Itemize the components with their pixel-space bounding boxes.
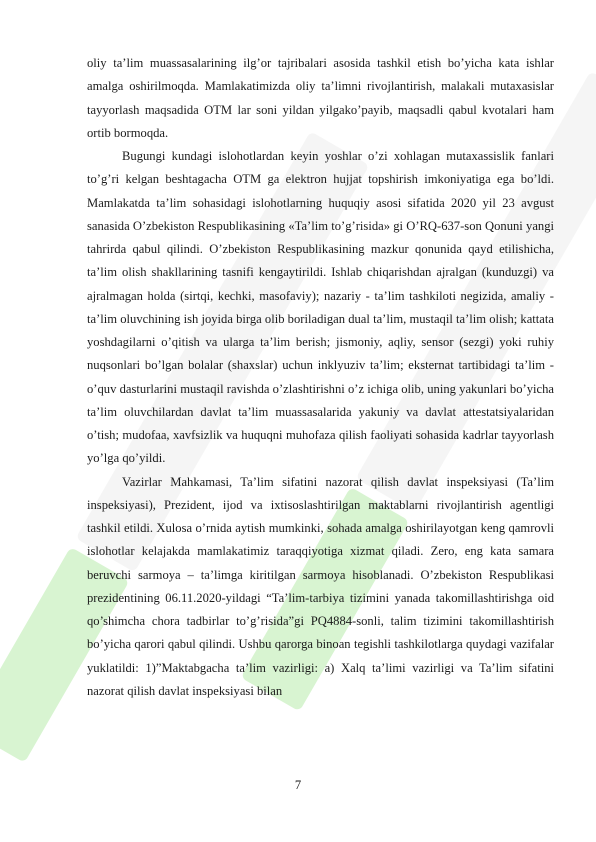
page-number: 7: [294, 778, 302, 792]
paragraph: oliy ta’lim muassasalarining ilg’or tajribalari asosida tashkil etish bo’yicha kata ishlar amalga oshirilmoqda. Mamlakatimizda oliy ta’limni rivojlantirish, malakali mutaxasislar tayyorlash maqsadida OTM lar soni yildan yilgako’payib, maqsadli qabul kvotalari ham ortib bormoqda.: [87, 56, 554, 140]
paragraph: Vazirlar Mahkamasi, Ta’lim sifatini nazorat qilish davlat inspeksiyasi (Ta’lim inspeksiyasi), Prezident, ijod va ixtisoslashtirilgan maktablarni rivojlantirish agentligi tashkil etildi. Xulosa o’rnida aytish mumkinki, sohada amalga oshirilayotgan keng qamrovli islohotlar kelajakda mamlakatimiz taraqqiyotiga xizmat qiladi. Zero, eng kata samara beruvchi sarmoya – ta’limga kiritilgan sarmoya hisoblanadi. O’zbekiston Respublikasi prezidentining 06.11.2020-yildagi “Ta’lim-tarbiya tizimini yanada takomillashtirishga oid qo’shimcha chora tadbirlar to’g’risida”gi PQ4884-sonli, talim tizimini takomillashtirish bo’yicha qarori qabul qilindi. Ushbu qarorga binoan tegishli tashkilotlarga quydagi vazifalar yuklatildi: 1)”Maktabgacha ta’lim vazirligi: a) Xalq ta’limi vazirligi va Ta’lim sifatini nazorat qilish davlat inspeksiyasi bilan: [87, 474, 554, 698]
body-text: [87, 52, 554, 703]
paragraph: Bugungi kundagi islohotlardan keyin yoshlar o’zi xohlagan mutaxassislik fanlari to’g’ri kelgan beshtagacha OTM ga elektron hujjat topshirish imkoniyatiga ega bo’ldi. Mamlakatda ta’lim sohasidagi islohotlarning huquqiy asosi sifatida 2020 yil 23 avgust sanasida O’zbekiston Respublikasining «Ta’lim to’g’risida» gi O’RQ-637-son Qonuni yangi tahrirda qabul qilindi. O’zbekiston Respublikasining mazkur qonunida qayd etilishicha, ta’lim olish shakllarining tasnifi kengaytirildi. Ishlab chiqarishdan ajralgan (kunduzgi) va ajralmagan holda (sirtqi, kechki, masofaviy); nazariy - ta’lim tashkiloti negizida, amaliy - ta’lim oluvchining ish joyida birga olib boriladigan dual ta’lim, mustaqil ta’lim olish; kattata yoshdagilarni o’qitish va ularga ta’lim berish; jismoniy, aqliy, sensor (sezgi) yoki ruhiy nuqsonlari bo’lgan bolalar (shaxslar) uchun inklyuziv ta’lim; eksternat tartibidagi ta’lim - o’quv dasturlarini mustaqil ravishda o’zlashtirishni o’z ichiga olib, uning yakunlari bo’yicha ta’lim oluvchilardan davlat ta’lim muassasalarida yakuniy va davlat attestatsiyalaridan o’tish; mudofaa, xavfsizlik va huquqni muhofaza qilish faoliyati sohasida kadrlar tayyorlash yo’lga qo’yildi.: [87, 149, 554, 466]
